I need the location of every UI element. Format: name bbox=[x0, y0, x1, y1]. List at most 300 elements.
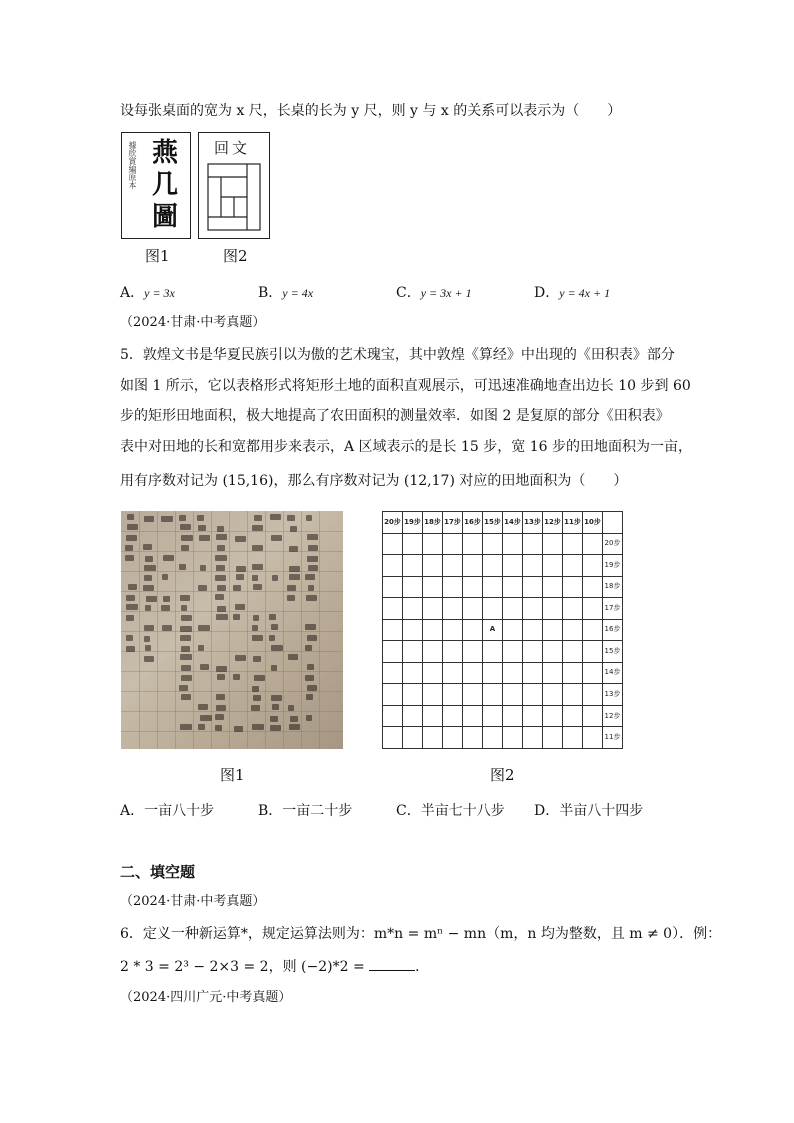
table-cell bbox=[583, 641, 603, 663]
manuscript-ink-stroke bbox=[144, 625, 154, 631]
manuscript-ink-stroke bbox=[252, 724, 264, 730]
manuscript-ink-stroke bbox=[126, 646, 135, 652]
manuscript-ink-stroke bbox=[161, 605, 170, 611]
table-row-label: 14步 bbox=[603, 662, 623, 684]
table-cell bbox=[483, 662, 503, 684]
manuscript-ink-stroke bbox=[252, 564, 263, 570]
manuscript-ink-stroke bbox=[287, 595, 295, 601]
table-cell bbox=[403, 684, 423, 706]
fig2-caption: 图2 bbox=[223, 247, 248, 265]
manuscript-ink-stroke bbox=[307, 685, 318, 691]
table-cell bbox=[463, 705, 483, 727]
manuscript-ink-stroke bbox=[200, 565, 207, 571]
table-cell bbox=[403, 641, 423, 663]
manuscript-ink-stroke bbox=[252, 575, 259, 581]
table-cell bbox=[563, 533, 583, 555]
manuscript-ink-stroke bbox=[198, 645, 204, 651]
manuscript-ink-stroke bbox=[143, 585, 154, 591]
manuscript-ink-stroke bbox=[180, 626, 191, 632]
q6-line-2 bbox=[120, 956, 429, 977]
manuscript-grid-line bbox=[121, 611, 343, 612]
manuscript-ink-stroke bbox=[288, 705, 294, 711]
table-cell bbox=[583, 662, 603, 684]
manuscript-grid-line bbox=[175, 511, 176, 749]
option-expr: y = 4x + 1 bbox=[559, 286, 611, 300]
manuscript-ink-stroke bbox=[236, 574, 244, 580]
manuscript-ink-stroke bbox=[287, 585, 296, 591]
table-cell bbox=[563, 662, 583, 684]
table-cell bbox=[503, 705, 523, 727]
table-cell bbox=[503, 684, 523, 706]
manuscript-ink-stroke bbox=[200, 715, 212, 721]
option-text: 半亩七十八步 bbox=[420, 803, 505, 819]
manuscript-ink-stroke bbox=[145, 645, 152, 651]
manuscript-ink-stroke bbox=[162, 625, 173, 631]
option-text: 一亩二十步 bbox=[282, 803, 353, 819]
manuscript-ink-stroke bbox=[179, 685, 188, 691]
manuscript-ink-stroke bbox=[215, 725, 222, 731]
table-cell bbox=[423, 662, 443, 684]
table-cell bbox=[543, 684, 563, 706]
table-cell bbox=[583, 598, 603, 620]
huiwen-diagram bbox=[207, 163, 261, 231]
table-cell bbox=[483, 727, 503, 749]
q5-fig2-caption: 图2 bbox=[490, 766, 515, 784]
manuscript-ink-stroke bbox=[254, 515, 262, 521]
table-header-cell: 15步 bbox=[483, 512, 503, 534]
table-cell bbox=[523, 533, 543, 555]
table-cell bbox=[403, 576, 423, 598]
table-cell bbox=[423, 641, 443, 663]
table-cell bbox=[543, 533, 563, 555]
table-row-label: 15步 bbox=[603, 641, 623, 663]
manuscript-ink-stroke bbox=[252, 686, 259, 692]
manuscript-grid-line bbox=[121, 531, 343, 532]
manuscript-ink-stroke bbox=[233, 614, 240, 620]
table-header-cell: 20步 bbox=[383, 512, 403, 534]
manuscript-ink-stroke bbox=[215, 714, 224, 720]
table-cell bbox=[383, 619, 403, 641]
manuscript-ink-stroke bbox=[144, 565, 155, 571]
table-row-label: 19步 bbox=[603, 555, 623, 577]
q4-option-c[interactable] bbox=[396, 282, 472, 302]
fig2-label: 回文 bbox=[214, 139, 251, 157]
q4-option-b[interactable] bbox=[258, 282, 313, 302]
manuscript-ink-stroke bbox=[235, 655, 247, 661]
manuscript-ink-stroke bbox=[145, 605, 151, 611]
table-cell bbox=[523, 555, 543, 577]
option-expr: y = 4x bbox=[282, 286, 314, 300]
option-letter: C． bbox=[396, 803, 421, 819]
table-cell bbox=[383, 727, 403, 749]
manuscript-grid-line bbox=[319, 511, 320, 749]
manuscript-ink-stroke bbox=[307, 556, 317, 562]
table-cell bbox=[383, 576, 403, 598]
q5-source: （2024·甘肃·中考真题） bbox=[120, 315, 266, 330]
table-cell bbox=[503, 533, 523, 555]
table-cell bbox=[463, 641, 483, 663]
table-cell bbox=[463, 598, 483, 620]
q5-option-c[interactable] bbox=[396, 800, 505, 820]
manuscript-ink-stroke bbox=[271, 535, 282, 541]
section-title: 二、填空题 bbox=[120, 863, 196, 881]
manuscript-grid-line bbox=[121, 571, 343, 572]
manuscript-ink-stroke bbox=[128, 584, 137, 590]
table-cell bbox=[583, 533, 603, 555]
q4-stem: 设每张桌面的宽为 x 尺，长桌的长为 y 尺，则 y 与 x 的关系可以表示为（ ） bbox=[120, 103, 622, 119]
option-letter: A． bbox=[120, 803, 145, 819]
manuscript-ink-stroke bbox=[269, 635, 275, 641]
table-cell bbox=[463, 662, 483, 684]
manuscript-ink-stroke bbox=[233, 585, 241, 591]
table-cell bbox=[423, 684, 443, 706]
manuscript-grid-line bbox=[301, 511, 302, 749]
manuscript-ink-stroke bbox=[199, 535, 210, 541]
manuscript-ink-stroke bbox=[145, 556, 153, 562]
table-cell bbox=[383, 533, 403, 555]
table-cell bbox=[423, 533, 443, 555]
manuscript-ink-stroke bbox=[198, 585, 207, 591]
manuscript-ink-stroke bbox=[127, 514, 134, 520]
table-cell bbox=[483, 533, 503, 555]
table-header-cell: 18步 bbox=[423, 512, 443, 534]
q5-option-a[interactable] bbox=[120, 800, 214, 820]
table-cell bbox=[503, 555, 523, 577]
manuscript-ink-stroke bbox=[289, 546, 298, 552]
manuscript-grid-line bbox=[211, 511, 212, 749]
q4-option-a[interactable] bbox=[120, 282, 175, 302]
table-cell bbox=[543, 576, 563, 598]
table-cell bbox=[443, 684, 463, 706]
manuscript-ink-stroke bbox=[181, 615, 192, 621]
manuscript-ink-stroke bbox=[253, 656, 260, 662]
manuscript-ink-stroke bbox=[252, 525, 263, 531]
manuscript-ink-stroke bbox=[215, 575, 226, 581]
answer-blank[interactable] bbox=[369, 956, 415, 971]
table-cell bbox=[503, 641, 523, 663]
manuscript-ink-stroke bbox=[271, 695, 282, 701]
table-cell bbox=[563, 598, 583, 620]
table-cell bbox=[443, 555, 463, 577]
q5-line-4: 表中对田地的长和宽都用步来表示，A 区域表示的是长 15 步，宽 16 步的田地面积为一亩， bbox=[120, 439, 692, 455]
table-cell bbox=[463, 555, 483, 577]
q5-line-3: 步的矩形田地面积，极大地提高了农田面积的测量效率．如图 2 是复原的部分《田积表》 bbox=[120, 408, 670, 424]
manuscript-ink-stroke bbox=[216, 565, 225, 571]
manuscript-ink-stroke bbox=[126, 615, 134, 621]
manuscript-ink-stroke bbox=[180, 595, 189, 601]
table-cell bbox=[403, 705, 423, 727]
table-cell bbox=[523, 598, 543, 620]
fig1-char-2: 几 bbox=[152, 170, 179, 200]
manuscript-ink-stroke bbox=[198, 525, 206, 531]
table-row-label: 17步 bbox=[603, 598, 623, 620]
next-question-source: （2024·四川广元·中考真题） bbox=[120, 990, 292, 1005]
manuscript-ink-stroke bbox=[235, 604, 245, 610]
table-cell bbox=[563, 684, 583, 706]
manuscript-ink-stroke bbox=[253, 584, 261, 590]
manuscript-ink-stroke bbox=[252, 545, 263, 551]
option-expr: y = 3x + 1 bbox=[420, 286, 472, 300]
manuscript-ink-stroke bbox=[125, 555, 134, 561]
table-row-label: 18步 bbox=[603, 576, 623, 598]
table-cell bbox=[563, 705, 583, 727]
manuscript-ink-stroke bbox=[179, 564, 186, 570]
manuscript-grid-line bbox=[247, 511, 248, 749]
manuscript-ink-stroke bbox=[126, 595, 135, 601]
manuscript-ink-stroke bbox=[307, 534, 318, 540]
manuscript-ink-stroke bbox=[144, 516, 154, 522]
table-cell bbox=[403, 533, 423, 555]
fig1-small-text: 據欣賞編原本 bbox=[128, 141, 137, 189]
manuscript-ink-stroke bbox=[306, 515, 312, 521]
q5-option-d[interactable] bbox=[534, 800, 643, 820]
yanji-tu-figure bbox=[121, 132, 191, 239]
manuscript-ink-stroke bbox=[181, 675, 192, 681]
manuscript-grid-line bbox=[121, 551, 343, 552]
manuscript-grid-line bbox=[193, 511, 194, 749]
manuscript-ink-stroke bbox=[216, 534, 228, 540]
section2-source: （2024·甘肃·中考真题） bbox=[120, 894, 266, 909]
manuscript-ink-stroke bbox=[144, 575, 151, 581]
table-cell bbox=[483, 598, 503, 620]
table-row-label: 16步 bbox=[603, 619, 623, 641]
manuscript-ink-stroke bbox=[162, 574, 168, 580]
manuscript-ink-stroke bbox=[217, 674, 226, 680]
manuscript-ink-stroke bbox=[271, 624, 279, 630]
table-header-cell: 16步 bbox=[463, 512, 483, 534]
table-cell bbox=[523, 684, 543, 706]
manuscript-grid-line bbox=[121, 691, 343, 692]
option-letter: C． bbox=[396, 285, 421, 301]
manuscript-ink-stroke bbox=[181, 694, 191, 700]
table-cell bbox=[383, 684, 403, 706]
table-cell bbox=[483, 641, 503, 663]
manuscript-ink-stroke bbox=[252, 635, 263, 641]
manuscript-grid-line bbox=[121, 631, 343, 632]
manuscript-ink-stroke bbox=[181, 535, 193, 541]
manuscript-grid-line bbox=[265, 511, 266, 749]
manuscript-ink-stroke bbox=[306, 694, 313, 700]
manuscript-ink-stroke bbox=[161, 516, 172, 522]
table-cell bbox=[443, 662, 463, 684]
manuscript-ink-stroke bbox=[125, 545, 132, 551]
manuscript-ink-stroke bbox=[215, 594, 223, 600]
table-cell bbox=[383, 598, 403, 620]
fig1-char-3: 圖 bbox=[152, 202, 179, 232]
huiwen-figure bbox=[198, 132, 270, 239]
table-cell bbox=[563, 727, 583, 749]
tianji-table bbox=[382, 511, 623, 749]
option-letter: B． bbox=[258, 285, 283, 301]
manuscript-ink-stroke bbox=[290, 526, 297, 532]
fig1-char-1: 燕 bbox=[152, 138, 179, 168]
manuscript-ink-stroke bbox=[269, 614, 276, 620]
table-cell bbox=[463, 619, 483, 641]
table-cell bbox=[423, 619, 443, 641]
table-cell bbox=[563, 641, 583, 663]
table-cell bbox=[443, 641, 463, 663]
manuscript-ink-stroke bbox=[216, 705, 226, 711]
table-row-label: 13步 bbox=[603, 684, 623, 706]
manuscript-grid-line bbox=[121, 731, 343, 732]
table-marker-a: A bbox=[483, 619, 503, 641]
table-cell bbox=[443, 727, 463, 749]
table-header-cell: 10步 bbox=[583, 512, 603, 534]
table-cell bbox=[383, 662, 403, 684]
q5-option-b[interactable] bbox=[258, 800, 352, 820]
table-cell bbox=[543, 555, 563, 577]
manuscript-ink-stroke bbox=[308, 565, 318, 571]
table-cell bbox=[503, 727, 523, 749]
manuscript-ink-stroke bbox=[181, 665, 192, 671]
table-cell bbox=[403, 662, 423, 684]
manuscript-ink-stroke bbox=[251, 705, 259, 711]
manuscript-ink-stroke bbox=[180, 635, 191, 641]
table-cell bbox=[423, 576, 443, 598]
manuscript-ink-stroke bbox=[181, 646, 191, 652]
table-cell bbox=[583, 619, 603, 641]
table-cell bbox=[483, 555, 503, 577]
table-cell bbox=[443, 576, 463, 598]
table-header-cell: 19步 bbox=[403, 512, 423, 534]
option-letter: B． bbox=[258, 803, 283, 819]
manuscript-ink-stroke bbox=[270, 725, 282, 731]
manuscript-ink-stroke bbox=[217, 545, 225, 551]
manuscript-ink-stroke bbox=[271, 665, 277, 671]
manuscript-ink-stroke bbox=[215, 555, 227, 561]
table-cell bbox=[523, 727, 543, 749]
table-cell bbox=[483, 684, 503, 706]
manuscript-ink-stroke bbox=[272, 575, 278, 581]
manuscript-ink-stroke bbox=[143, 544, 151, 550]
q6-period: ． bbox=[415, 959, 430, 975]
manuscript-ink-stroke bbox=[146, 596, 157, 602]
manuscript-ink-stroke bbox=[181, 605, 188, 611]
table-cell bbox=[423, 727, 443, 749]
table-cell bbox=[403, 555, 423, 577]
manuscript-ink-stroke bbox=[290, 716, 298, 722]
manuscript-ink-stroke bbox=[306, 595, 318, 601]
table-cell bbox=[423, 598, 443, 620]
table-cell bbox=[523, 619, 543, 641]
manuscript-ink-stroke bbox=[198, 724, 205, 730]
manuscript-ink-stroke bbox=[270, 514, 282, 520]
manuscript-ink-stroke bbox=[126, 604, 138, 610]
manuscript-ink-stroke bbox=[163, 596, 170, 602]
table-header-cell: 14步 bbox=[503, 512, 523, 534]
table-cell bbox=[383, 641, 403, 663]
manuscript-ink-stroke bbox=[234, 726, 243, 732]
q6-expression: 2 * 3 = 2³ − 2×3 = 2，则 (−2)*2 = bbox=[120, 959, 365, 975]
manuscript-ink-stroke bbox=[305, 675, 314, 681]
table-cell bbox=[583, 684, 603, 706]
table-cell bbox=[383, 705, 403, 727]
table-cell bbox=[403, 619, 423, 641]
table-cell bbox=[563, 576, 583, 598]
table-cell bbox=[543, 705, 563, 727]
fig1-caption: 图1 bbox=[145, 247, 170, 265]
manuscript-ink-stroke bbox=[289, 566, 299, 572]
manuscript-grid-line bbox=[283, 511, 284, 749]
manuscript-ink-stroke bbox=[305, 574, 315, 580]
table-cell bbox=[523, 662, 543, 684]
table-cell bbox=[403, 598, 423, 620]
manuscript-grid-line bbox=[121, 591, 343, 592]
manuscript-ink-stroke bbox=[271, 645, 283, 651]
manuscript-grid-line bbox=[121, 711, 343, 712]
table-cell bbox=[563, 555, 583, 577]
manuscript-ink-stroke bbox=[126, 535, 137, 541]
table-header-cell: 12步 bbox=[543, 512, 563, 534]
table-cell bbox=[543, 662, 563, 684]
table-cell bbox=[583, 555, 603, 577]
manuscript-ink-stroke bbox=[163, 555, 174, 561]
manuscript-ink-stroke bbox=[305, 645, 312, 651]
manuscript-ink-stroke bbox=[180, 724, 192, 730]
manuscript-ink-stroke bbox=[253, 695, 261, 701]
table-cell bbox=[463, 576, 483, 598]
manuscript-ink-stroke bbox=[288, 654, 298, 660]
manuscript-ink-stroke bbox=[180, 524, 191, 530]
table-cell bbox=[423, 555, 443, 577]
table-cell bbox=[503, 576, 523, 598]
table-cell bbox=[443, 705, 463, 727]
manuscript-ink-stroke bbox=[198, 704, 208, 710]
option-letter: D． bbox=[534, 803, 560, 819]
table-cell bbox=[543, 619, 563, 641]
table-cell bbox=[443, 533, 463, 555]
q4-option-d[interactable] bbox=[534, 282, 610, 302]
manuscript-ink-stroke bbox=[253, 615, 259, 621]
table-cell bbox=[483, 576, 503, 598]
q5-line-2: 如图 1 所示，它以表格形式将矩形土地的面积直观展示，可迅速准确地查出边长 10 步到 60 bbox=[120, 378, 691, 394]
manuscript-ink-stroke bbox=[270, 716, 278, 722]
manuscript-ink-stroke bbox=[287, 515, 295, 521]
manuscript-ink-stroke bbox=[307, 635, 316, 641]
table-cell bbox=[463, 684, 483, 706]
option-letter: A． bbox=[120, 285, 145, 301]
table-row-label: 11步 bbox=[603, 727, 623, 749]
table-cell bbox=[563, 619, 583, 641]
manuscript-grid-line bbox=[157, 511, 158, 749]
table-cell bbox=[423, 705, 443, 727]
manuscript-ink-stroke bbox=[181, 545, 189, 551]
manuscript-ink-stroke bbox=[198, 625, 209, 631]
table-cell bbox=[483, 705, 503, 727]
manuscript-ink-stroke bbox=[126, 635, 132, 641]
table-cell bbox=[583, 576, 603, 598]
manuscript-ink-stroke bbox=[252, 625, 258, 631]
table-cell bbox=[503, 619, 523, 641]
q6-line-1: 6．定义一种新运算*，规定运算法则为：m*n = mⁿ − mn（m，n 均为整数，且 m ≠ 0）．例： bbox=[120, 926, 722, 942]
table-row-label: 12步 bbox=[603, 705, 623, 727]
manuscript-ink-stroke bbox=[216, 614, 227, 620]
table-cell bbox=[523, 576, 543, 598]
table-header-cell: 13步 bbox=[523, 512, 543, 534]
table-cell bbox=[443, 619, 463, 641]
table-cell bbox=[523, 705, 543, 727]
table-cell bbox=[543, 727, 563, 749]
manuscript-grid-line bbox=[121, 671, 343, 672]
manuscript-ink-stroke bbox=[179, 515, 186, 521]
table-header-cell: 11步 bbox=[563, 512, 583, 534]
manuscript-ink-stroke bbox=[235, 536, 246, 542]
dunhuang-manuscript-photo bbox=[121, 511, 343, 749]
manuscript-ink-stroke bbox=[308, 545, 318, 551]
manuscript-ink-stroke bbox=[306, 715, 312, 721]
manuscript-ink-stroke bbox=[272, 704, 279, 710]
manuscript-ink-stroke bbox=[144, 636, 150, 642]
